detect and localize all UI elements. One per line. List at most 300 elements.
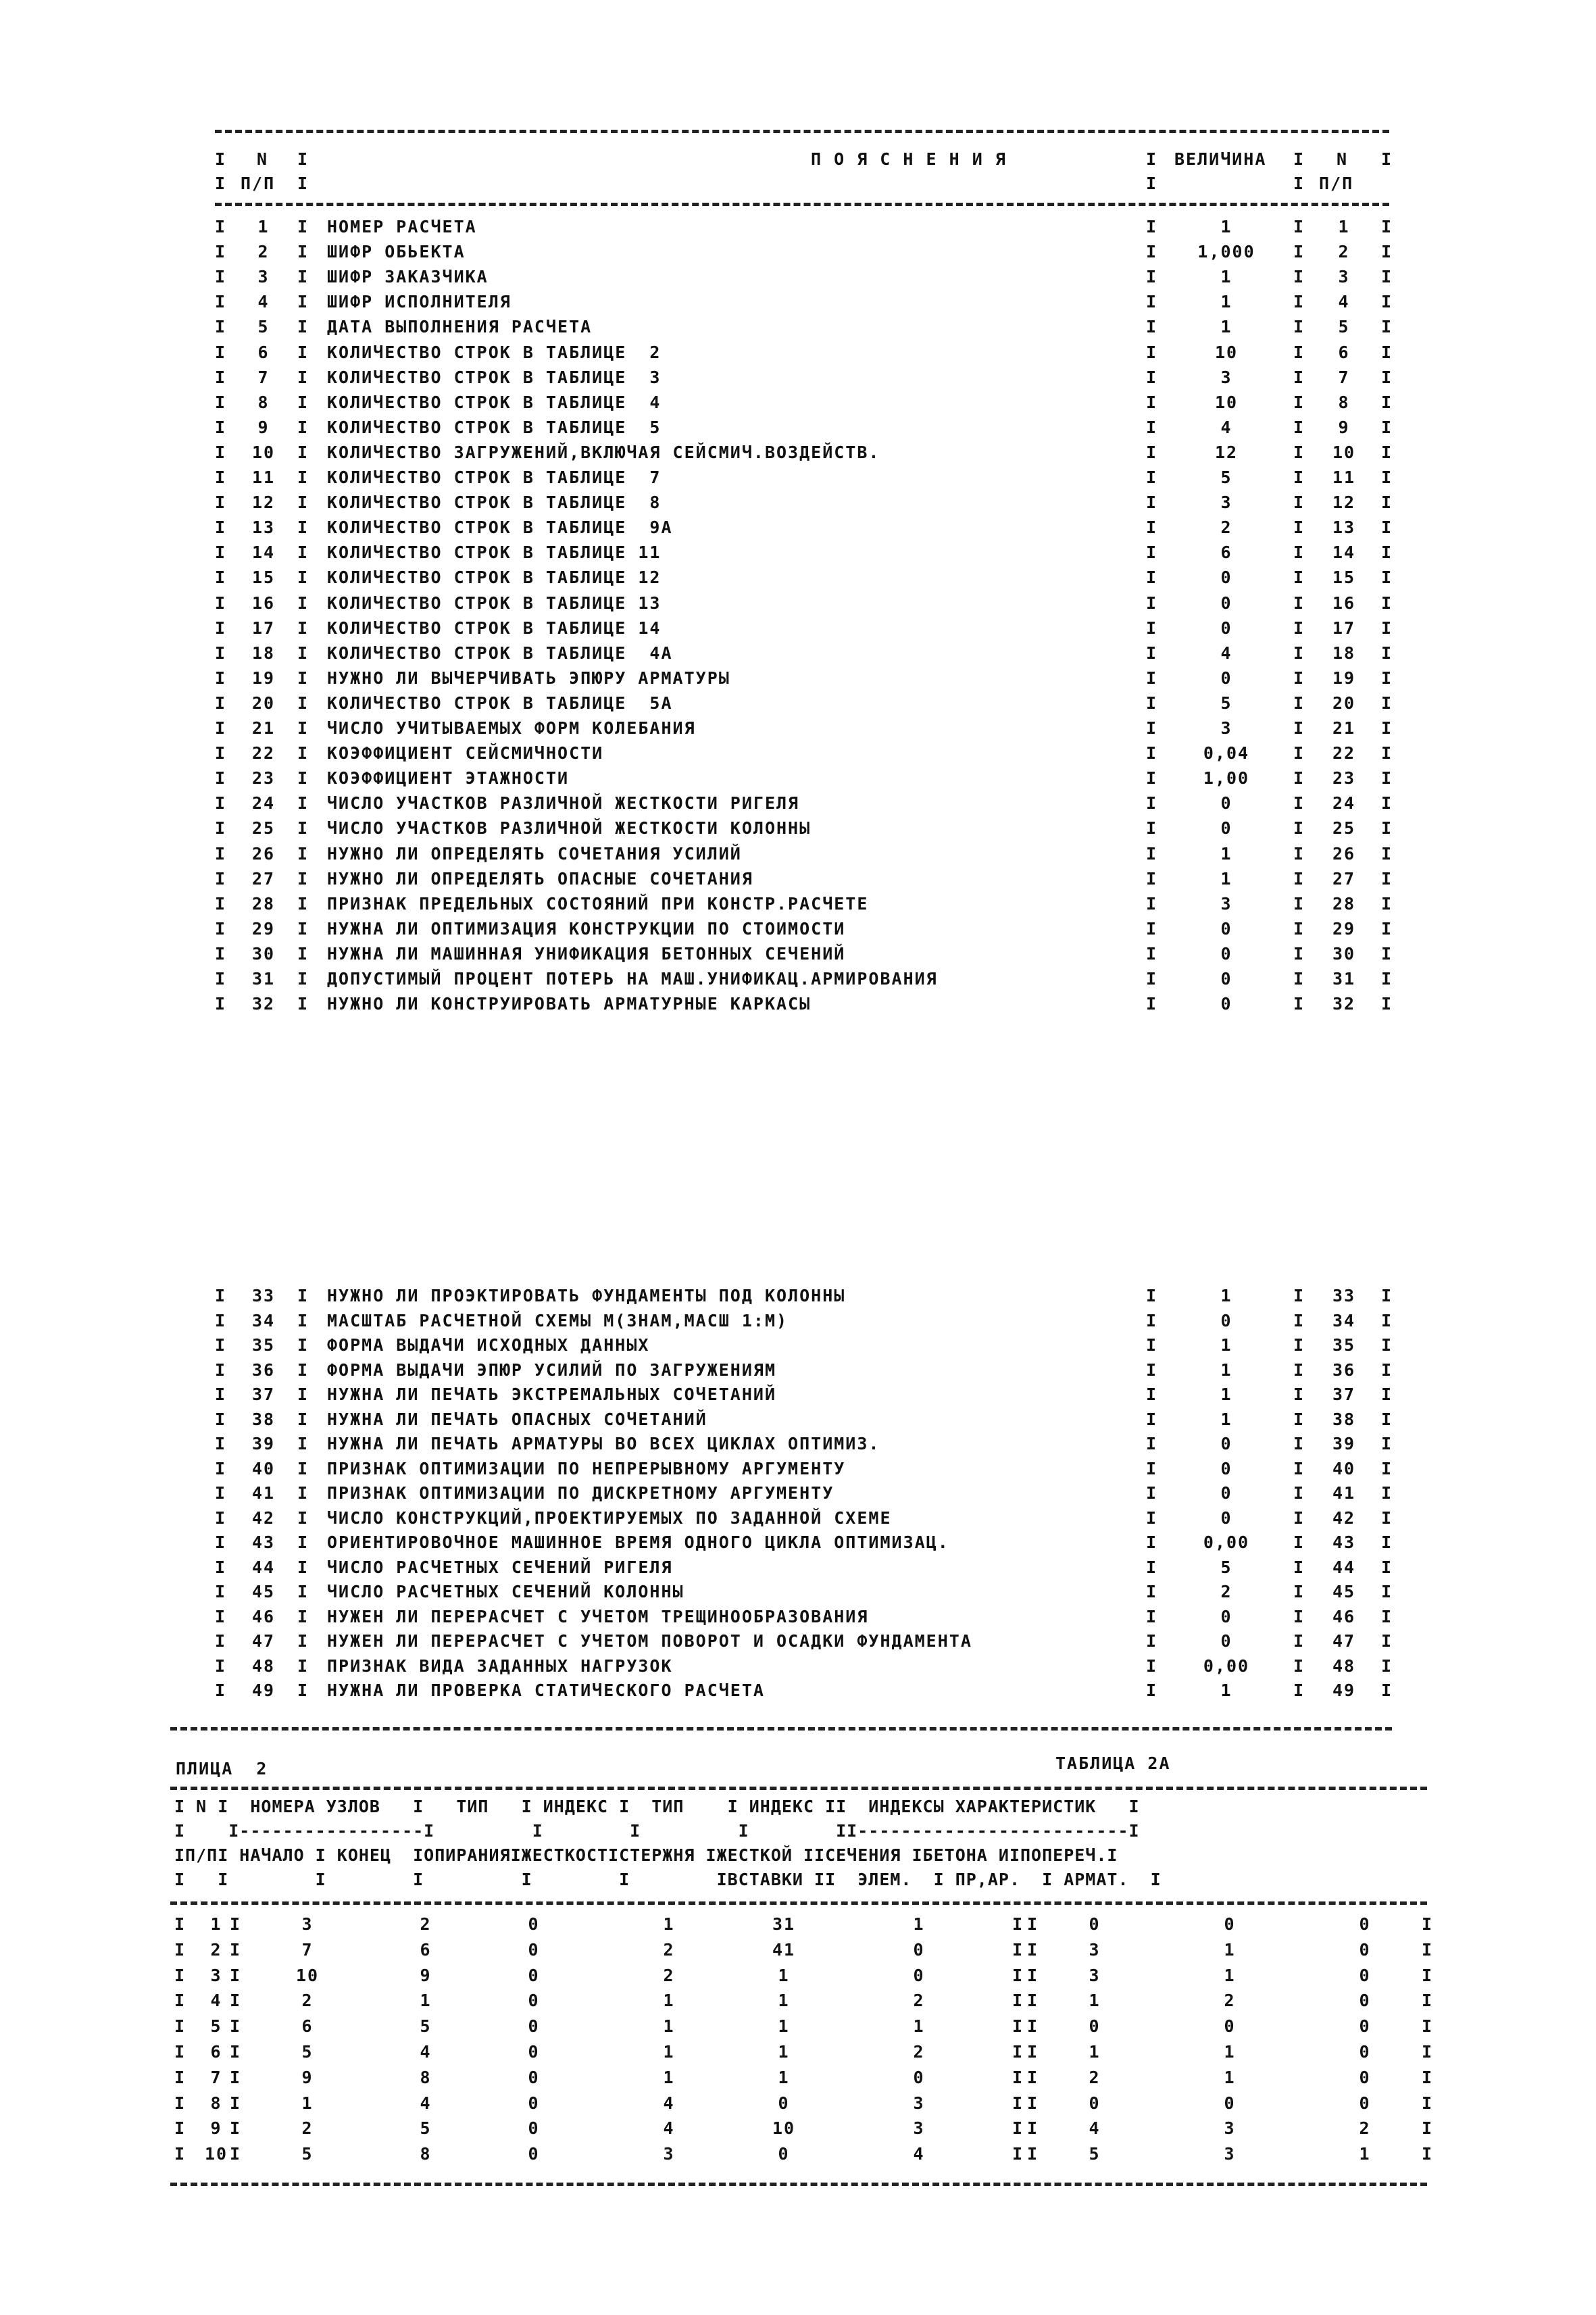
transverse-reinf-index: 0 [1359, 1939, 1371, 1960]
row-value: 3 [1220, 367, 1232, 387]
row-number-right: 9 [1338, 417, 1350, 437]
column-separator: I [1027, 2067, 1039, 2087]
column-separator: I [1293, 342, 1305, 362]
table1-header2-bar2: I [1146, 174, 1158, 193]
column-separator: I [215, 618, 227, 638]
column-separator: I [297, 618, 309, 638]
row-number: 4 [210, 1991, 222, 2011]
row-description: КОЛИЧЕСТВО СТРОК В ТАБЛИЦЕ 7 [327, 468, 662, 487]
row-number: 10 [251, 442, 276, 462]
column-separator: I [215, 768, 227, 789]
row-description: КОЭФФИЦИЕНТ ЭТАЖНОСТИ [327, 768, 570, 789]
table2-bottom-rule [170, 2183, 1427, 2186]
node-end: 5 [420, 2016, 432, 2037]
column-separator: I [1381, 618, 1393, 638]
column-separator: I [1012, 1914, 1024, 1934]
column-separator: I [1146, 1458, 1158, 1478]
column-separator: I [1146, 1360, 1158, 1380]
node-end: 2 [420, 1914, 432, 1934]
column-separator: I [1146, 267, 1158, 287]
row-number-right: 21 [1332, 718, 1356, 738]
row-number: 46 [251, 1606, 276, 1626]
column-separator: I [215, 643, 227, 663]
table-row [0, 741, 1596, 766]
row-number: 30 [251, 943, 276, 964]
node-end: 8 [420, 2067, 432, 2087]
row-description: МАСШТАБ РАСЧЕТНОЙ СХЕМЫ М(ЗНАМ,МАСШ 1:М) [327, 1310, 789, 1330]
table1-header-bar3: I [1293, 149, 1305, 169]
row-number-right: 37 [1332, 1385, 1356, 1404]
table-row [0, 516, 1596, 540]
row-value: 1 [1220, 868, 1232, 889]
table-row [0, 1629, 1596, 1653]
row-description: КОЭФФИЦИЕНТ СЕЙСМИЧНОСТИ [327, 743, 604, 764]
column-separator: I [174, 2093, 186, 2113]
node-start: 5 [301, 2144, 314, 2164]
row-value: 1 [1220, 1385, 1232, 1404]
transverse-reinf-index: 1 [1359, 2144, 1371, 2164]
column-separator: I [1293, 1409, 1305, 1429]
row-description: НОМЕР РАСЧЕТА [327, 217, 477, 237]
section-index: 1 [1089, 1991, 1101, 2011]
row-description: НУЖНО ЛИ КОНСТРУИРОВАТЬ АРМАТУРНЫЕ КАРКАСЫ [327, 994, 812, 1014]
column-separator: I [1146, 643, 1158, 663]
row-value: 10 [1214, 342, 1239, 362]
row-number: 22 [251, 743, 276, 764]
column-separator: I [1293, 417, 1305, 437]
column-separator: I [297, 568, 309, 588]
row-number-right: 48 [1332, 1656, 1356, 1676]
table-row [0, 641, 1596, 666]
table-row [0, 566, 1596, 590]
column-separator: I [230, 1914, 242, 1934]
table-row [0, 2066, 1596, 2090]
column-separator: I [215, 693, 227, 713]
row-number-right: 23 [1332, 768, 1356, 789]
row-value: 2 [1220, 1582, 1232, 1601]
column-separator: I [1293, 1458, 1305, 1478]
row-number: 14 [251, 543, 276, 563]
rod-type: 0 [778, 2144, 790, 2164]
transverse-reinf-index: 0 [1359, 1991, 1371, 2011]
column-separator: I [1146, 969, 1158, 989]
row-number: 23 [251, 768, 276, 789]
column-separator: I [1381, 743, 1393, 764]
row-number: 17 [251, 618, 276, 638]
column-separator: I [230, 2067, 242, 2087]
column-separator: I [1012, 2144, 1024, 2164]
column-separator: I [1146, 593, 1158, 613]
node-start: 2 [301, 1991, 314, 2011]
column-separator: I [215, 1434, 227, 1453]
row-number: 16 [251, 593, 276, 613]
row-value: 0 [1220, 1508, 1232, 1528]
row-description: ЧИСЛО КОНСТРУКЦИЙ,ПРОЕКТИРУЕМЫХ ПО ЗАДАННОЙ СХЕМЕ [327, 1508, 892, 1528]
column-separator: I [297, 693, 309, 713]
table-row [0, 816, 1596, 841]
column-separator: I [1381, 1582, 1393, 1601]
row-number: 13 [251, 518, 276, 538]
stiffness-index: 1 [663, 1991, 675, 2011]
concrete-index: 0 [1224, 2016, 1236, 2037]
row-description: ЧИСЛО УЧИТЫВАЕМЫХ ФОРМ КОЛЕБАНИЯ [327, 718, 696, 738]
stiffness-index: 2 [663, 1965, 675, 1985]
node-end: 6 [420, 1939, 432, 1960]
transverse-reinf-index: 0 [1359, 2042, 1371, 2062]
column-separator: I [1381, 493, 1393, 513]
column-separator: I [215, 969, 227, 989]
column-separator: I [297, 518, 309, 538]
column-separator: I [297, 242, 309, 262]
table1-header-title: П О Я С Н Е Н И Я [811, 149, 1007, 169]
node-start: 5 [301, 2042, 314, 2062]
column-separator: I [1293, 442, 1305, 462]
column-separator: I [174, 2118, 186, 2139]
insert-stiffness-index: 1 [913, 1914, 925, 1934]
column-separator: I [297, 643, 309, 663]
concrete-index: 3 [1224, 2144, 1236, 2164]
row-value: 1 [1220, 217, 1232, 237]
row-number-right: 29 [1332, 918, 1356, 939]
column-separator: I [297, 1483, 309, 1503]
column-separator: I [297, 1385, 309, 1404]
row-description: КОЛИЧЕСТВО СТРОК В ТАБЛИЦЕ 14 [327, 618, 662, 638]
row-number: 5 [257, 317, 270, 337]
column-separator: I [1146, 693, 1158, 713]
column-separator: I [1146, 1508, 1158, 1528]
row-number: 1 [257, 217, 270, 237]
row-number-right: 20 [1332, 693, 1356, 713]
row-description: ЧИСЛО РАСЧЕТНЫХ СЕЧЕНИЙ РИГЕЛЯ [327, 1557, 673, 1577]
column-separator: I [1146, 868, 1158, 889]
column-separator: I [1381, 367, 1393, 387]
column-separator: I [1027, 1939, 1039, 1960]
column-separator: I [1012, 2067, 1024, 2087]
node-end: 9 [420, 1965, 432, 1985]
column-separator: I [1293, 1335, 1305, 1355]
column-separator: I [1422, 2042, 1434, 2062]
column-separator: I [1381, 1681, 1393, 1700]
row-number-right: 17 [1332, 618, 1356, 638]
row-value: 6 [1220, 543, 1232, 563]
column-separator: I [215, 543, 227, 563]
row-value: 1 [1220, 317, 1232, 337]
node-start: 6 [301, 2016, 314, 2037]
row-number: 20 [251, 693, 276, 713]
row-number: 19 [251, 668, 276, 688]
column-separator: I [1381, 292, 1393, 312]
row-value: 0 [1220, 918, 1232, 939]
row-description: ФОРМА ВЫДАЧИ ИСХОДНЫХ ДАННЫХ [327, 1335, 650, 1355]
column-separator: I [1146, 1582, 1158, 1601]
column-separator: I [174, 1914, 186, 1934]
table1-header-value: ВЕЛИЧИНА [1174, 149, 1267, 169]
row-value: 1 [1220, 1360, 1232, 1380]
row-description: ОРИЕНТИРОВОЧНОЕ МАШИННОЕ ВРЕМЯ ОДНОГО ЦИКЛА ОПТИМИЗАЦ. [327, 1533, 949, 1552]
column-separator: I [1293, 267, 1305, 287]
row-number-right: 35 [1332, 1335, 1356, 1355]
section-index: 3 [1089, 1939, 1101, 1960]
row-description: НУЖЕН ЛИ ПЕРЕРАСЧЕТ С УЧЕТОМ ТРЕЩИНООБРАЗОВАНИЯ [327, 1606, 869, 1626]
column-separator: I [1293, 1656, 1305, 1676]
row-description: НУЖНО ЛИ ПРОЭКТИРОВАТЬ ФУНДАМЕНТЫ ПОД КОЛОННЫ [327, 1286, 846, 1305]
row-description: НУЖНА ЛИ МАШИННАЯ УНИФИКАЦИЯ БЕТОННЫХ СЕЧЕНИЙ [327, 943, 846, 964]
table-row [0, 265, 1596, 289]
column-separator: I [1293, 693, 1305, 713]
table-row [0, 992, 1596, 1016]
table-row [0, 416, 1596, 440]
row-description: КОЛИЧЕСТВО СТРОК В ТАБЛИЦЕ 11 [327, 543, 662, 563]
column-separator: I [1293, 1434, 1305, 1453]
row-number-right: 27 [1332, 868, 1356, 889]
column-separator: I [215, 843, 227, 864]
row-number: 11 [251, 468, 276, 487]
row-number-right: 40 [1332, 1458, 1356, 1478]
row-value: 0 [1220, 1631, 1232, 1651]
column-separator: I [1293, 493, 1305, 513]
column-separator: I [1381, 593, 1393, 613]
column-separator: I [297, 317, 309, 337]
table-row [0, 2091, 1596, 2116]
column-separator: I [1146, 442, 1158, 462]
column-separator: I [297, 768, 309, 789]
column-separator: I [1027, 2093, 1039, 2113]
insert-stiffness-index: 2 [913, 1991, 925, 2011]
rod-type: 1 [778, 2067, 790, 2087]
row-number-right: 47 [1332, 1631, 1356, 1651]
row-description: КОЛИЧЕСТВО СТРОК В ТАБЛИЦЕ 2 [327, 342, 662, 362]
node-end: 5 [420, 2118, 432, 2139]
column-separator: I [1027, 2016, 1039, 2037]
row-number: 5 [210, 2016, 222, 2037]
table1-header2-bar: I [297, 174, 309, 193]
row-value: 0 [1220, 818, 1232, 839]
column-separator: I [1293, 1310, 1305, 1330]
column-separator: I [215, 317, 227, 337]
column-separator: I [1012, 1965, 1024, 1985]
row-description: ПРИЗНАК ОПТИМИЗАЦИИ ПО ДИСКРЕТНОМУ АРГУМЕНТУ [327, 1483, 834, 1503]
row-description: КОЛИЧЕСТВО СТРОК В ТАБЛИЦЕ 5А [327, 693, 673, 713]
column-separator: I [1381, 1483, 1393, 1503]
table2-left-title: ПЛИЦА 2 [176, 1759, 268, 1778]
row-number: 43 [251, 1533, 276, 1552]
column-separator: I [1293, 743, 1305, 764]
table-row [0, 2040, 1596, 2064]
row-number: 26 [251, 843, 276, 864]
table1b-bottom-rule [170, 1727, 1392, 1731]
column-separator: I [297, 1360, 309, 1380]
column-separator: I [1422, 1939, 1434, 1960]
row-description: КОЛИЧЕСТВО СТРОК В ТАБЛИЦЕ 4А [327, 643, 673, 663]
row-number: 2 [210, 1939, 222, 1960]
table1-header-pp2: П/П [1319, 174, 1354, 193]
column-separator: I [1381, 1409, 1393, 1429]
column-separator: I [1381, 1656, 1393, 1676]
table-row [0, 1654, 1596, 1678]
row-value: 1 [1220, 292, 1232, 312]
column-separator: I [1146, 367, 1158, 387]
column-separator: I [230, 1991, 242, 2011]
row-value: 1 [1220, 1681, 1232, 1700]
table-row [0, 1530, 1596, 1555]
column-separator: I [1293, 543, 1305, 563]
column-separator: I [297, 543, 309, 563]
row-description: ЧИСЛО УЧАСТКОВ РАЗЛИЧНОЙ ЖЕСТКОСТИ КОЛОННЫ [327, 818, 812, 839]
section-index: 3 [1089, 1965, 1101, 1985]
column-separator: I [1422, 2093, 1434, 2113]
column-separator: I [297, 1409, 309, 1429]
row-number-right: 31 [1332, 969, 1356, 989]
support-type: 0 [528, 1991, 540, 2011]
row-value: 5 [1220, 1557, 1232, 1577]
column-separator: I [1381, 1385, 1393, 1404]
column-separator: I [215, 743, 227, 764]
row-description: КОЛИЧЕСТВО СТРОК В ТАБЛИЦЕ 4 [327, 392, 662, 412]
concrete-index: 3 [1224, 2118, 1236, 2139]
row-value: 2 [1220, 518, 1232, 538]
column-separator: I [297, 417, 309, 437]
column-separator: I [1381, 718, 1393, 738]
column-separator: I [1027, 1991, 1039, 2011]
table1-header-bar: I [297, 149, 309, 169]
row-description: НУЖНА ЛИ ПЕЧАТЬ АРМАТУРЫ ВО ВСЕХ ЦИКЛАХ ОПТИМИЗ. [327, 1434, 880, 1453]
column-separator: I [1146, 1533, 1158, 1552]
table-row [0, 1481, 1596, 1505]
row-description: ПРИЗНАК ПРЕДЕЛЬНЫХ СОСТОЯНИЙ ПРИ КОНСТР.РАСЧЕТЕ [327, 893, 869, 914]
table-row [0, 1408, 1596, 1432]
column-separator: I [1146, 1286, 1158, 1305]
insert-stiffness-index: 0 [913, 1965, 925, 1985]
concrete-index: 0 [1224, 1914, 1236, 1934]
column-separator: I [1293, 593, 1305, 613]
column-separator: I [215, 1533, 227, 1552]
column-separator: I [1146, 1557, 1158, 1577]
column-separator: I [1027, 2118, 1039, 2139]
table-row [0, 1333, 1596, 1358]
row-number-right: 5 [1338, 317, 1350, 337]
column-separator: I [215, 1310, 227, 1330]
table-row [0, 892, 1596, 916]
column-separator: I [297, 1508, 309, 1528]
column-separator: I [1293, 893, 1305, 914]
table1-header-rule [215, 203, 1389, 206]
support-type: 0 [528, 1965, 540, 1985]
row-number: 7 [210, 2067, 222, 2087]
row-value: 0 [1220, 568, 1232, 588]
table-row [0, 967, 1596, 991]
row-number: 27 [251, 868, 276, 889]
table-row [0, 591, 1596, 616]
row-value: 5 [1220, 468, 1232, 487]
table-row [0, 1989, 1596, 2013]
column-separator: I [1146, 468, 1158, 487]
row-description: ЧИСЛО УЧАСТКОВ РАЗЛИЧНОЙ ЖЕСТКОСТИ РИГЕЛЯ [327, 793, 800, 814]
column-separator: I [297, 1557, 309, 1577]
insert-stiffness-index: 4 [913, 2144, 925, 2164]
node-start: 3 [301, 1914, 314, 1934]
row-number-right: 41 [1332, 1483, 1356, 1503]
row-number-right: 43 [1332, 1533, 1356, 1552]
concrete-index: 0 [1224, 2093, 1236, 2113]
row-value: 0,00 [1203, 1533, 1250, 1552]
column-separator: I [1293, 918, 1305, 939]
row-number: 1 [210, 1914, 222, 1934]
column-separator: I [215, 893, 227, 914]
column-separator: I [1381, 893, 1393, 914]
row-number: 33 [251, 1286, 276, 1305]
row-number-right: 14 [1332, 543, 1356, 563]
column-separator: I [1381, 1606, 1393, 1626]
row-number: 36 [251, 1360, 276, 1380]
row-number: 8 [210, 2093, 222, 2113]
row-number: 28 [251, 893, 276, 914]
column-separator: I [297, 668, 309, 688]
row-number: 44 [251, 1557, 276, 1577]
column-separator: I [297, 493, 309, 513]
column-separator: I [297, 392, 309, 412]
column-separator: I [297, 217, 309, 237]
row-number-right: 12 [1332, 493, 1356, 513]
stiffness-index: 1 [663, 2016, 675, 2037]
column-separator: I [1146, 893, 1158, 914]
rod-type: 1 [778, 2042, 790, 2062]
row-value: 3 [1220, 718, 1232, 738]
column-separator: I [215, 1483, 227, 1503]
row-value: 1 [1220, 267, 1232, 287]
row-number: 2 [257, 242, 270, 262]
row-value: 1 [1220, 843, 1232, 864]
row-description: НУЖНА ЛИ ОПТИМИЗАЦИЯ КОНСТРУКЦИИ ПО СТОИМОСТИ [327, 918, 846, 939]
table-row [0, 1964, 1596, 1988]
column-separator: I [1422, 2016, 1434, 2037]
column-separator: I [1293, 317, 1305, 337]
row-value: 0 [1220, 668, 1232, 688]
row-number: 9 [257, 417, 270, 437]
column-separator: I [230, 2042, 242, 2062]
column-separator: I [215, 718, 227, 738]
row-number-right: 16 [1332, 593, 1356, 613]
column-separator: I [1293, 217, 1305, 237]
column-separator: I [1293, 1681, 1305, 1700]
row-value: 0 [1220, 1310, 1232, 1330]
column-separator: I [1293, 843, 1305, 864]
column-separator: I [1381, 468, 1393, 487]
column-separator: I [1422, 1991, 1434, 2011]
node-start: 9 [301, 2067, 314, 2087]
table1-header-right-bar: I [1381, 149, 1393, 169]
column-separator: I [215, 1286, 227, 1305]
column-separator: I [1381, 643, 1393, 663]
row-number-right: 13 [1332, 518, 1356, 538]
table-row [0, 215, 1596, 239]
row-number: 47 [251, 1631, 276, 1651]
column-separator: I [1012, 2118, 1024, 2139]
column-separator: I [174, 1991, 186, 2011]
insert-stiffness-index: 3 [913, 2118, 925, 2139]
column-separator: I [1146, 1606, 1158, 1626]
table-row [0, 716, 1596, 741]
table-row [0, 491, 1596, 515]
column-separator: I [1146, 918, 1158, 939]
column-separator: I [297, 342, 309, 362]
table-row [0, 341, 1596, 365]
column-separator: I [297, 969, 309, 989]
column-separator: I [1422, 1914, 1434, 1934]
column-separator: I [1381, 768, 1393, 789]
row-number-right: 33 [1332, 1286, 1356, 1305]
row-description: КОЛИЧЕСТВО СТРОК В ТАБЛИЦЕ 8 [327, 493, 662, 513]
rod-type: 1 [778, 1965, 790, 1985]
